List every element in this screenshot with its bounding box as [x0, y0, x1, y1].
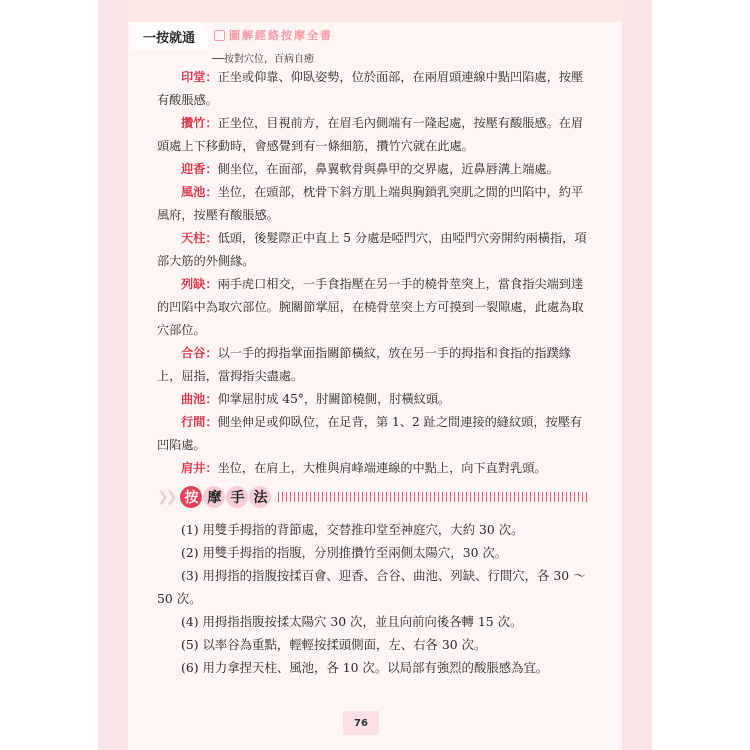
acupoint-list [157, 66, 587, 480]
entry-term: 迎香： [181, 162, 218, 176]
entry-text: 正坐位，目視前方，在眉毛內側端有一隆起處，按壓有酸脹感。在眉頭處上下移動時，會感覺到有一條細筋，攢竹穴就在此處。 [157, 116, 584, 153]
entry-fengchi [157, 181, 587, 227]
entry-tianzhu [157, 227, 587, 273]
title-square-icon [214, 30, 225, 41]
massage-steps [157, 518, 587, 679]
entry-term: 列缺： [181, 277, 218, 291]
entry-yingxiang [157, 158, 587, 181]
entry-term: 合谷： [181, 346, 218, 360]
entry-text: 側坐位，在面部，鼻翼軟骨與鼻甲的交界處，近鼻唇溝上端處。 [217, 162, 559, 176]
subtitle: ──按對穴位，百病自癒 [212, 54, 315, 65]
entry-jianjing [157, 457, 587, 480]
step-3: (3) 用拇指的指腹按揉百會、迎香、合谷、曲池、列缺、行間穴，各 30 ～ 50 次。 [157, 568, 586, 606]
entry-lieque [157, 273, 587, 342]
entry-text: 兩手虎口相交，一手食指壓在另一手的橈骨莖突上，當食指尖端到達的凹陷中為取穴部位。腕關節掌屈，在橈骨莖突上方可摸到一裂隙處，此處為取穴部位。 [157, 277, 584, 337]
series-title-text: 圖解經絡按摩全書 [229, 29, 333, 42]
section-heading-char: 按 [180, 486, 202, 508]
step-4: (4) 用拇指指腹按揉太陽穴 30 次，並且向前向後各轉 15 次。 [181, 614, 523, 629]
page-number: 76 [343, 711, 379, 735]
left-margin-band [98, 0, 128, 750]
double-chevron-right-icon: ❯❯ [157, 489, 175, 505]
step-2: (2) 用雙手拇指的指腹，分別推攢竹至兩側太陽穴，30 次。 [181, 545, 508, 560]
step-5: (5) 以率谷為重點，輕輕按揉頭側面，左、右各 30 次。 [181, 637, 487, 652]
book-label: 一按就通 [130, 22, 208, 50]
entry-term: 攢竹： [181, 116, 218, 130]
entry-yintang [157, 66, 587, 112]
entry-xingjian [157, 411, 587, 457]
entry-term: 肩井： [181, 461, 218, 475]
entry-quchi [157, 388, 587, 411]
entry-term: 天柱： [181, 231, 218, 245]
section-heading-char: 法 [249, 486, 271, 508]
entry-text: 仰掌屈肘成 45°，肘關節橈側，肘橫紋頭。 [217, 392, 451, 406]
entry-term: 風池： [181, 185, 218, 199]
entry-term: 曲池： [181, 392, 218, 406]
header-band [128, 0, 622, 22]
entry-hegu [157, 342, 587, 388]
entry-text: 正坐或仰靠、仰臥姿勢，位於面部，在兩眉頭連線中點凹陷處，按壓有酸脹感。 [157, 70, 584, 107]
step-6: (6) 用力拿捏天柱、風池，各 10 次。以局部有強烈的酸脹感為宜。 [181, 660, 549, 675]
entry-term: 行間： [181, 415, 218, 429]
entry-text: 低頭，後髮際正中直上 5 分處是啞門穴，由啞門穴旁開約兩橫指，項部大筋的外側緣。 [157, 231, 587, 268]
entry-text: 坐位，在肩上，大椎與肩峰端連線的中點上，向下直對乳頭。 [217, 461, 547, 475]
step-1: (1) 用雙手拇指的背節處，交替推印堂至神庭穴，大約 30 次。 [181, 522, 524, 537]
entry-text: 以一手的拇指掌面指關節橫紋，放在另一手的拇指和食指的指蹼緣上，屈指，當拇指尖盡處。 [157, 346, 571, 383]
section-heading-char: 摩 [203, 486, 225, 508]
entry-term: 印堂： [181, 70, 218, 84]
section-heading-char: 手 [226, 486, 248, 508]
section-divider [278, 492, 587, 502]
right-margin-band [622, 0, 652, 750]
entry-text: 側坐伸足或仰臥位，在足背，第 1、2 趾之間連接的縫紋頭，按壓有凹陷處。 [157, 415, 583, 452]
section-heading-massage-method [157, 484, 587, 510]
entry-cuanzhu [157, 112, 587, 158]
entry-text: 坐位，在頭部，枕骨下斜方肌上端與胸鎖乳突肌之間的凹陷中，約平風府，按壓有酸脹感。 [157, 185, 584, 222]
series-title [214, 27, 333, 43]
